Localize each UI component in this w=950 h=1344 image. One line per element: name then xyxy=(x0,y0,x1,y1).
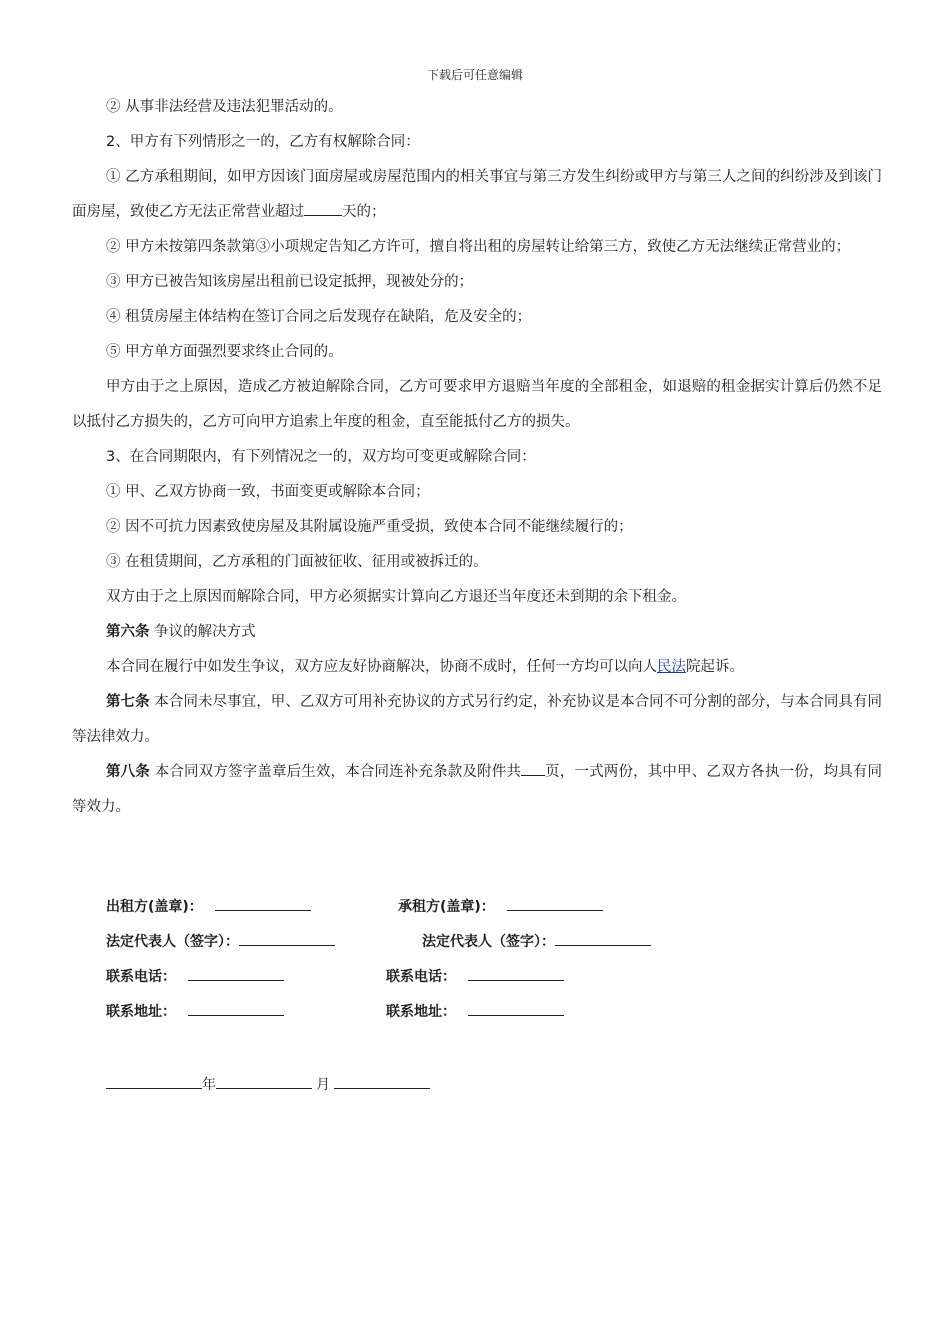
clause-line: ② 甲方未按第四条款第③小项规定告知乙方许可，擅自将出租的房屋转让给第三方，致使乙方无法继续正常营业的； xyxy=(106,239,851,255)
document-body xyxy=(72,90,883,1093)
clause-line: ③ 在租赁期间，乙方承租的门面被征收、征用或被拆迁的。 xyxy=(106,554,488,570)
article-six: 第六条 争议的解决方式 xyxy=(106,624,256,640)
lessee-rep-blank[interactable] xyxy=(555,931,651,946)
clause-line: ① 乙方承租期间，如甲方因该门面房屋或房屋范围内的相关事宜与第三方发生纠纷或甲方与第三人之间的纠纷涉及到该门面房屋，致使乙方无法正常营业超过 天的； xyxy=(72,169,882,220)
lessee-phone: 联系电话： xyxy=(386,960,564,995)
lessee-representative: 法定代表人（签字）： xyxy=(422,925,651,960)
lessor-representative: 法定代表人（签字）： xyxy=(106,925,335,960)
lessor-phone-blank[interactable] xyxy=(188,966,284,981)
year-blank[interactable] xyxy=(106,1074,202,1089)
article-six-text: 本合同在履行中如发生争议，双方应友好协商解决，协商不成时，任何一方均可以向人民法院起诉。 xyxy=(106,659,744,675)
lessor-rep-blank[interactable] xyxy=(239,931,335,946)
clause-line: ① 甲、乙双方协商一致，书面变更或解除本合同； xyxy=(106,484,430,500)
clause-line: ③ 甲方已被告知该房屋出租前已设定抵押，现被处分的； xyxy=(106,274,474,290)
people-court-link[interactable]: 民法 xyxy=(657,659,686,675)
clause-line: ④ 租赁房屋主体结构在签订合同之后发现存在缺陷，危及安全的； xyxy=(106,309,532,325)
clause-line: ⑤ 甲方单方面强烈要求终止合同的。 xyxy=(106,344,343,360)
lessee-seal: 承租方(盖章)： xyxy=(398,890,603,925)
article-seven: 第七条 本合同未尽事宜，甲、乙双方可用补充协议的方式另行约定，补充协议是本合同不可分割的部分，与本合同具有同等法律效力。 xyxy=(72,694,883,745)
clause-heading: 3、在合同期限内，有下列情况之一的，双方均可变更或解除合同： xyxy=(106,449,536,465)
day-blank[interactable] xyxy=(334,1074,430,1089)
page-header: 下载后可任意编辑 xyxy=(426,68,523,82)
signature-row-phone xyxy=(72,960,882,995)
lessee-phone-blank[interactable] xyxy=(468,966,564,981)
days-blank[interactable] xyxy=(304,201,342,216)
lessor-address: 联系地址： xyxy=(106,995,284,1030)
lessee-address-blank[interactable] xyxy=(468,1001,564,1016)
lessor-seal-blank[interactable] xyxy=(215,896,311,911)
clause-paragraph: 双方由于之上原因而解除合同，甲方必须据实计算向乙方退还当年度还未到期的余下租金。 xyxy=(106,589,686,605)
lessor-address-blank[interactable] xyxy=(188,1001,284,1016)
clause-line: ② 从事非法经营及违法犯罪活动的。 xyxy=(106,99,343,115)
article-eight: 第八条 本合同双方签字盖章后生效，本合同连补充条款及附件共 页，一式两份，其中甲、乙双方各执一份，均具有同等效力。 xyxy=(72,755,882,825)
lessee-seal-blank[interactable] xyxy=(507,896,603,911)
month-blank[interactable] xyxy=(216,1074,312,1089)
signature-row-rep xyxy=(72,925,882,960)
signature-row-address xyxy=(72,995,882,1030)
clause-paragraph: 甲方由于之上原因，造成乙方被迫解除合同，乙方可要求甲方退赔当年度的全部租金，如退赔的租金据实计算后仍然不足以抵付乙方损失的，乙方可向甲方追索上年度的租金，直至能抵付乙方的损失。 xyxy=(72,379,882,430)
clause-heading: 2、甲方有下列情形之一的，乙方有权解除合同： xyxy=(106,134,420,150)
clause-line: ② 因不可抗力因素致使房屋及其附属设施严重受损，致使本合同不能继续履行的； xyxy=(106,519,633,535)
signature-row-seal xyxy=(72,890,882,925)
date-line: 年 月 xyxy=(106,1068,430,1103)
lessor-phone: 联系电话： xyxy=(106,960,284,995)
lessee-address: 联系地址： xyxy=(386,995,564,1030)
pages-blank[interactable] xyxy=(521,761,545,776)
lessor-seal: 出租方(盖章)： xyxy=(106,890,311,925)
